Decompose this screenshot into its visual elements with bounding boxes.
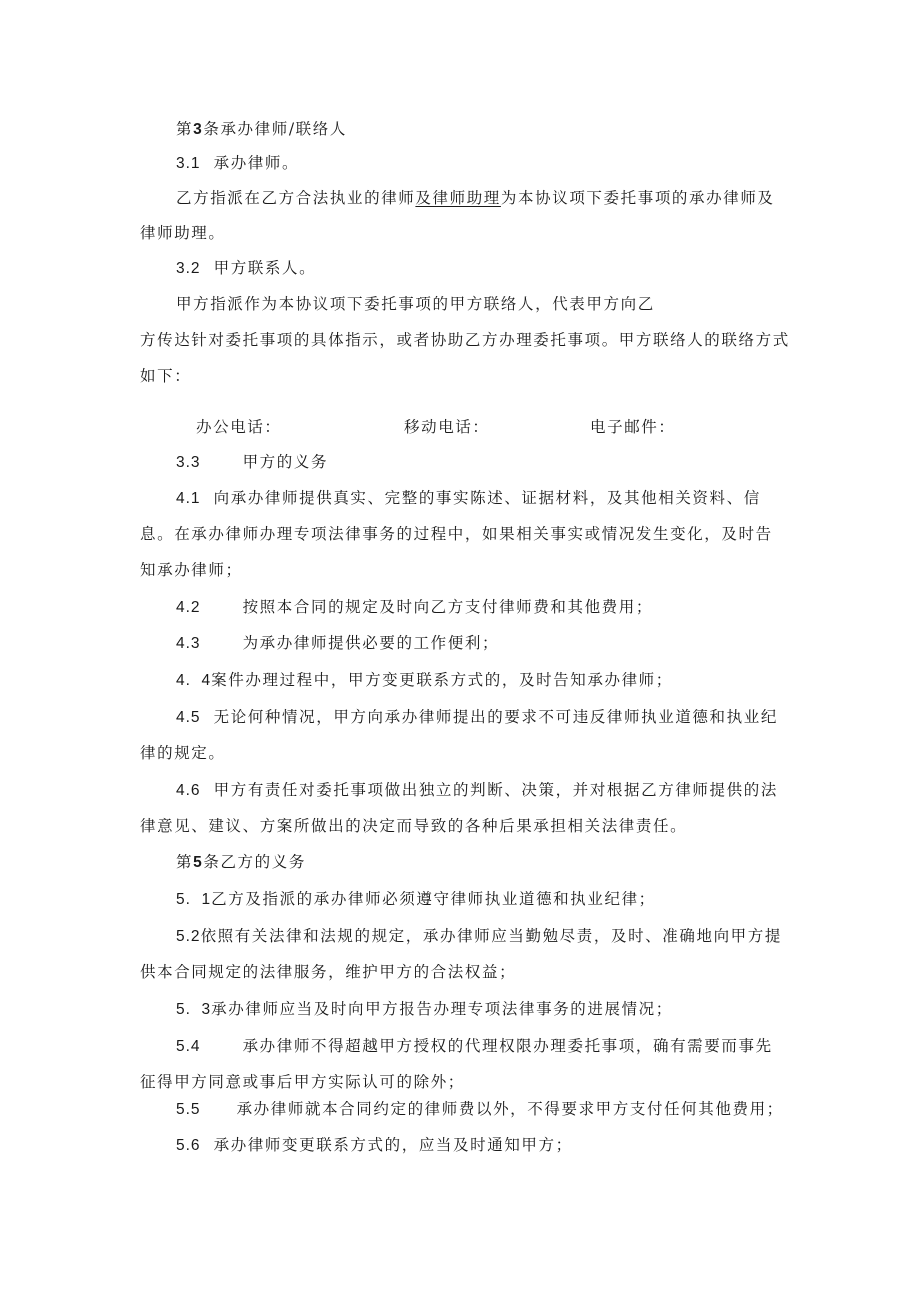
item-4-1-line1: 4.1 向承办律师提供真实、完整的事实陈述、证据材料，及其他相关资料、信 bbox=[176, 489, 761, 507]
article-5-prefix: 第 bbox=[176, 853, 194, 871]
article-3-title: 条承办律师/联络人 bbox=[203, 120, 347, 138]
item-5-1: 5. 1乙方及指派的承办律师必须遵守律师执业道德和执业纪律； bbox=[176, 890, 656, 908]
article-5-title: 条乙方的义务 bbox=[203, 853, 306, 871]
item-5-4-number: 5.4 bbox=[176, 1038, 201, 1055]
item-4-5-number: 4.5 bbox=[176, 709, 201, 726]
item-5-2-line1: 5.2依照有关法律和法规的规定，承办律师应当勤勉尽责，及时、准确地向甲方提 bbox=[176, 927, 782, 945]
item-4-6-line2: 律意见、建议、方案所做出的决定而导致的各种后果承担相关法律责任。 bbox=[140, 817, 688, 835]
section-3-2-number: 3.2 bbox=[176, 260, 201, 277]
section-3-1-body-line2: 律师助理。 bbox=[140, 224, 226, 242]
item-4-4: 4. 4案件办理过程中，甲方变更联系方式的，及时告知承办律师； bbox=[176, 671, 673, 689]
item-4-6-line1: 4.6 甲方有责任对委托事项做出独立的判断、决策，并对根据乙方律师提供的法 bbox=[176, 781, 778, 799]
item-5-3: 5. 3承办律师应当及时向甲方报告办理专项法律事务的进展情况； bbox=[176, 1000, 673, 1018]
item-4-2-number: 4.2 bbox=[176, 599, 201, 616]
section-3-2-body-line3: 如下： bbox=[140, 367, 192, 385]
item-5-3-number: 5. 3 bbox=[176, 1001, 212, 1018]
section-3-3-number: 3.3 bbox=[176, 454, 201, 471]
item-5-5-number: 5.5 bbox=[176, 1101, 201, 1118]
section-3-1-heading bbox=[176, 153, 299, 174]
item-5-2-number: 5.2 bbox=[176, 928, 201, 945]
item-5-1-number: 5. 1 bbox=[176, 891, 212, 908]
article-3-number: 3 bbox=[193, 121, 204, 138]
item-4-1-line2: 息。在承办律师办理专项法律事务的过程中，如果相关事实或情况发生变化，及时告 bbox=[140, 525, 773, 543]
mobile-phone-label: 移动电话： bbox=[404, 418, 490, 436]
item-4-2: 4.2 按照本合同的规定及时向乙方支付律师费和其他费用； bbox=[176, 598, 653, 616]
item-5-5: 5.5 承办律师就本合同约定的律师费以外，不得要求甲方支付任何其他费用； bbox=[176, 1100, 784, 1118]
section-3-2-body-line1: 甲方指派作为本协议项下委托事项的甲方联络人，代表甲方向乙 bbox=[176, 295, 655, 313]
item-5-6: 5.6 承办律师变更联系方式的，应当及时通知甲方； bbox=[176, 1136, 573, 1154]
article-3-heading bbox=[176, 119, 347, 140]
item-5-4-line1: 5.4 承办律师不得超越甲方授权的代理权限办理委托事项，确有需要而事先 bbox=[176, 1037, 773, 1055]
item-4-5-line1: 4.5 无论何种情况，甲方向承办律师提出的要求不可违反律师执业道德和执业纪 bbox=[176, 708, 778, 726]
section-3-3-title: 甲方的义务 bbox=[242, 453, 329, 471]
office-phone-label: 办公电话： bbox=[196, 418, 282, 436]
item-4-3: 4.3 为承办律师提供必要的工作便利； bbox=[176, 634, 500, 652]
section-3-1-title: 承办律师。 bbox=[213, 154, 300, 172]
item-5-4-line2: 征得甲方同意或事后甲方实际认可的除外； bbox=[140, 1073, 465, 1091]
article-3-prefix: 第 bbox=[176, 120, 194, 138]
section-3-3-heading bbox=[176, 452, 328, 473]
item-4-3-number: 4.3 bbox=[176, 635, 201, 652]
item-4-1-line3: 知承办律师； bbox=[140, 561, 243, 579]
item-4-4-number: 4. 4 bbox=[176, 672, 212, 689]
item-4-1-number: 4.1 bbox=[176, 490, 201, 507]
section-3-2-heading bbox=[176, 258, 316, 279]
section-3-2-title: 甲方联系人。 bbox=[213, 259, 317, 277]
section-3-2-body-line2: 方传达针对委托事项的具体指示，或者协助乙方办理委托事项。甲方联络人的联络方式 bbox=[140, 331, 790, 349]
item-5-2-line2: 供本合同规定的法律服务，维护甲方的合法权益； bbox=[140, 963, 517, 981]
item-4-6-number: 4.6 bbox=[176, 782, 201, 799]
underlined-phrase: 及律师助理 bbox=[415, 189, 501, 207]
article-5-heading bbox=[176, 852, 306, 873]
section-3-1-number: 3.1 bbox=[176, 155, 201, 172]
item-4-5-line2: 律的规定。 bbox=[140, 744, 226, 762]
article-5-number: 5 bbox=[193, 854, 204, 871]
email-label: 电子邮件： bbox=[590, 418, 676, 436]
section-3-1-body-line1: 乙方指派在乙方合法执业的律师及律师助理为本协议项下委托事项的承办律师及 bbox=[176, 189, 775, 207]
item-5-6-number: 5.6 bbox=[176, 1137, 201, 1154]
